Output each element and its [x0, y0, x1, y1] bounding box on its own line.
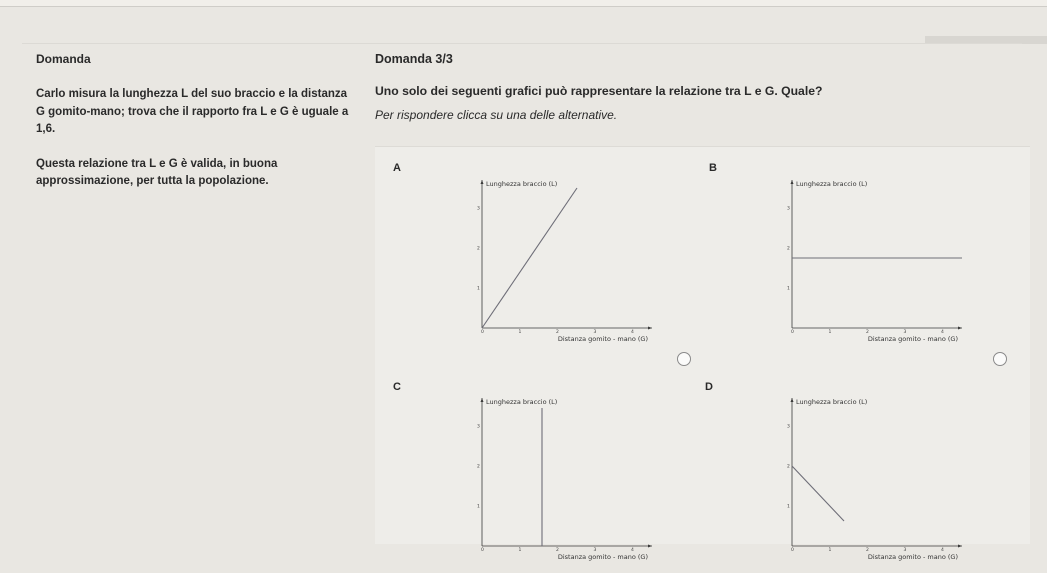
- option-b-graph[interactable]: [784, 172, 969, 355]
- y-tick-label: 2: [787, 464, 790, 470]
- y-tick-label: 2: [477, 246, 480, 252]
- question-hint: Per rispondere clicca su una delle alternative.: [375, 108, 618, 122]
- y-tick-label: 3: [787, 206, 790, 212]
- x-axis-label: Distanza gomito - mano (G): [557, 335, 648, 343]
- graph-svg: [474, 172, 659, 350]
- x-axis-label: Distanza gomito - mano (G): [867, 335, 958, 343]
- x-tick-label: 1: [828, 330, 832, 335]
- graph-svg: [474, 390, 659, 568]
- x-tick-label: 4: [941, 548, 944, 553]
- x-tick-label: 2: [556, 330, 559, 335]
- x-tick-label: 2: [866, 330, 869, 335]
- graph-svg: [784, 390, 969, 568]
- x-arrow: [648, 327, 652, 330]
- x-tick-label: 3: [593, 548, 597, 553]
- y-tick-label: 1: [477, 286, 480, 292]
- y-tick-label: 2: [787, 246, 790, 252]
- option-b-letter: B: [709, 162, 717, 174]
- option-c-letter: C: [393, 381, 401, 393]
- option-a-letter: A: [393, 162, 401, 174]
- y-arrow: [791, 180, 794, 184]
- x-tick-label: 0: [481, 548, 484, 553]
- x-tick-label: 3: [903, 330, 907, 335]
- y-axis-label: Lunghezza braccio (L): [486, 180, 558, 188]
- y-axis-label: Lunghezza braccio (L): [796, 180, 868, 188]
- x-tick-label: 4: [631, 548, 634, 553]
- relation-line: [792, 466, 844, 521]
- y-tick-label: 3: [477, 206, 480, 212]
- question-title: Domanda 3/3: [375, 52, 453, 66]
- x-tick-label: 1: [518, 330, 522, 335]
- context-panel: [36, 52, 356, 208]
- y-arrow: [481, 180, 484, 184]
- header-separator: [22, 43, 1022, 44]
- option-a-graph[interactable]: [474, 172, 659, 355]
- y-arrow: [791, 398, 794, 402]
- option-b-radio[interactable]: [993, 352, 1007, 366]
- x-arrow: [958, 545, 962, 548]
- question-panel: [375, 52, 1035, 122]
- context-paragraph-1: Carlo misura la lunghezza L del suo braccio e la distanza G gomito-mano; trova che il rapporto fra L e G è uguale a 1,6.: [36, 88, 349, 135]
- context-title: Domanda: [36, 52, 91, 66]
- context-paragraph-2: Questa relazione tra L e G è valida, in buona approssimazione, per tutta la popolazione.: [36, 157, 278, 187]
- relation-line: [482, 188, 577, 328]
- y-axis-label: Lunghezza braccio (L): [796, 398, 868, 406]
- y-arrow: [481, 398, 484, 402]
- x-tick-label: 1: [518, 548, 522, 553]
- y-tick-label: 2: [477, 464, 480, 470]
- x-tick-label: 2: [866, 548, 869, 553]
- x-tick-label: 1: [828, 548, 832, 553]
- x-tick-label: 0: [791, 330, 794, 335]
- question-text: Uno solo dei seguenti grafici può rappresentare la relazione tra L e G. Quale?: [375, 84, 823, 98]
- x-tick-label: 4: [941, 330, 944, 335]
- x-axis-label: Distanza gomito - mano (G): [867, 553, 958, 561]
- x-arrow: [648, 545, 652, 548]
- option-c-graph[interactable]: [474, 390, 659, 573]
- y-tick-label: 1: [477, 504, 480, 510]
- y-tick-label: 3: [787, 424, 790, 430]
- y-tick-label: 1: [787, 504, 790, 510]
- x-tick-label: 0: [791, 548, 794, 553]
- y-axis-label: Lunghezza braccio (L): [486, 398, 558, 406]
- option-d-graph[interactable]: [784, 390, 969, 573]
- y-tick-label: 1: [787, 286, 790, 292]
- x-tick-label: 0: [481, 330, 484, 335]
- x-tick-label: 3: [903, 548, 907, 553]
- graph-svg: [784, 172, 969, 350]
- y-tick-label: 3: [477, 424, 480, 430]
- x-axis-label: Distanza gomito - mano (G): [557, 553, 648, 561]
- top-border: [0, 0, 1047, 7]
- x-tick-label: 4: [631, 330, 634, 335]
- x-tick-label: 2: [556, 548, 559, 553]
- option-a-radio[interactable]: [677, 352, 691, 366]
- x-tick-label: 3: [593, 330, 597, 335]
- option-d-letter: D: [705, 381, 713, 393]
- x-arrow: [958, 327, 962, 330]
